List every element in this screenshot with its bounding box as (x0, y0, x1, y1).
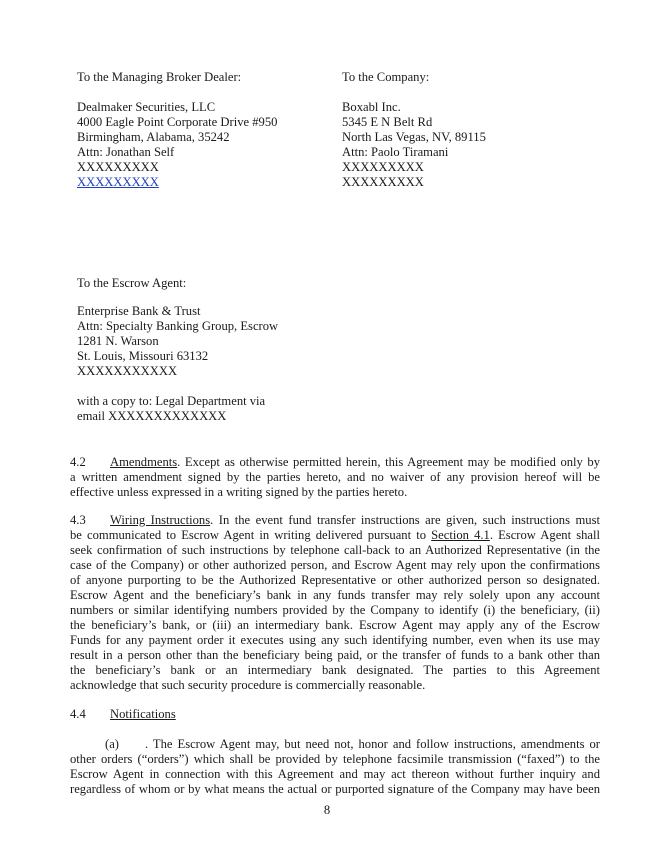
company-notice (342, 70, 486, 190)
escrow-agent-line: 1281 N. Warson (77, 334, 159, 348)
section-text: of anyone purporting to be the Authorized Representative or other authorized person so designated. (70, 573, 600, 587)
section-title: Wiring Instructions (110, 513, 211, 527)
broker-dealer-heading: To the Managing Broker Dealer: (77, 70, 242, 84)
section-text: . The Escrow Agent may, but need not, honor and follow instructions, amendments or (145, 737, 600, 751)
section-4-2 (70, 455, 600, 500)
escrow-agent-copy-line: with a copy to: Legal Department via (77, 394, 266, 408)
section-text: the beneficiary’s bank or an intermediary bank designated. The parties to this Agreement (70, 663, 600, 677)
escrow-agent-line: Enterprise Bank & Trust (77, 304, 201, 318)
section-text: effective unless expressed in a writing signed by the parties hereto. (70, 485, 408, 499)
section-text: the beneficiary’s bank, or (iii) an intermediary bank. Escrow Agent may apply any of the Escrow (70, 618, 600, 632)
section-4-4 (70, 707, 600, 722)
section-number: 4.2 (70, 455, 86, 469)
section-text: other orders (“orders”) which shall be provided by telephone facsimile transmission (“faxed”) to the (70, 752, 600, 766)
broker-dealer-line: Dealmaker Securities, LLC (77, 100, 216, 114)
page-number: 8 (323, 803, 331, 817)
subsection-label: (a) (105, 737, 119, 751)
company-line: 5345 E N Belt Rd (342, 115, 433, 129)
escrow-agent-notice (77, 276, 278, 424)
section-text: be communicated to Escrow Agent in writing delivered pursuant to (70, 528, 432, 542)
section-text: Escrow Agent and the beneficiary’s bank in any funds transfer may rely solely upon any account (70, 588, 600, 602)
broker-dealer-line: 4000 Eagle Point Corporate Drive #950 (77, 115, 278, 129)
company-line: XXXXXXXXX (342, 160, 424, 174)
section-text: . In the event fund transfer instructions are given, such instructions must (210, 513, 600, 527)
section-text: case of the Company) or other authorized person, and Escrow Agent may rely upon the confirmations (70, 558, 600, 572)
section-text: result in a person other than the beneficiary being paid, or the transfer of funds to a bank other than (70, 648, 600, 662)
company-line: Attn: Paolo Tiramani (342, 145, 449, 159)
section-title: Amendments (110, 455, 178, 469)
section-text: numbers or similar identifying numbers provided by the Company to identify (i) the beneficiary, (ii) (70, 603, 600, 617)
escrow-agent-line: Attn: Specialty Banking Group, Escrow (77, 319, 279, 333)
section-text: Funds for any payment order it executes using any such identifying number, even when its use may (70, 633, 600, 647)
section-text: regardless of whom or by what means the actual or purported signature of the Company may have been (70, 782, 600, 796)
escrow-agent-heading: To the Escrow Agent: (77, 276, 187, 290)
section-text: a written amendment signed by the parties hereto, and no waiver of any provision hereof will be (70, 470, 600, 484)
section-text: . Except as otherwise permitted herein, this Agreement may be modified only by (177, 455, 600, 469)
section-4-3 (70, 513, 600, 693)
escrow-agent-line: XXXXXXXXXXX (77, 364, 178, 378)
broker-dealer-line: XXXXXXXXX (77, 160, 159, 174)
broker-dealer-line: Attn: Jonathan Self (77, 145, 175, 159)
broker-dealer-line: Birmingham, Alabama, 35242 (77, 130, 230, 144)
broker-dealer-notice (77, 70, 277, 190)
section-title: Notifications (110, 707, 176, 721)
section-number: 4.4 (70, 707, 86, 721)
escrow-agent-line: St. Louis, Missouri 63132 (77, 349, 209, 363)
section-text: seek confirmation of such instructions by telephone call-back to an Authorized Representative (in the (70, 543, 600, 557)
section-text: Escrow Agent in connection with this Agreement and may act thereon without further inquiry and (70, 767, 600, 781)
company-heading: To the Company: (342, 70, 430, 84)
section-text: acknowledge that such security procedure is commercially reasonable. (70, 678, 426, 692)
section-reference-link[interactable]: Section 4.1 (431, 528, 490, 542)
section-number: 4.3 (70, 513, 86, 527)
company-line: North Las Vegas, NV, 89115 (342, 130, 486, 144)
section-text: . Escrow Agent shall (489, 528, 601, 542)
section-4-4-a (70, 737, 600, 797)
escrow-agent-copy-line: email XXXXXXXXXXXXX (77, 409, 227, 423)
broker-dealer-email-link[interactable]: XXXXXXXXX (77, 175, 159, 189)
company-line: XXXXXXXXX (342, 175, 424, 189)
company-line: Boxabl Inc. (342, 100, 401, 114)
